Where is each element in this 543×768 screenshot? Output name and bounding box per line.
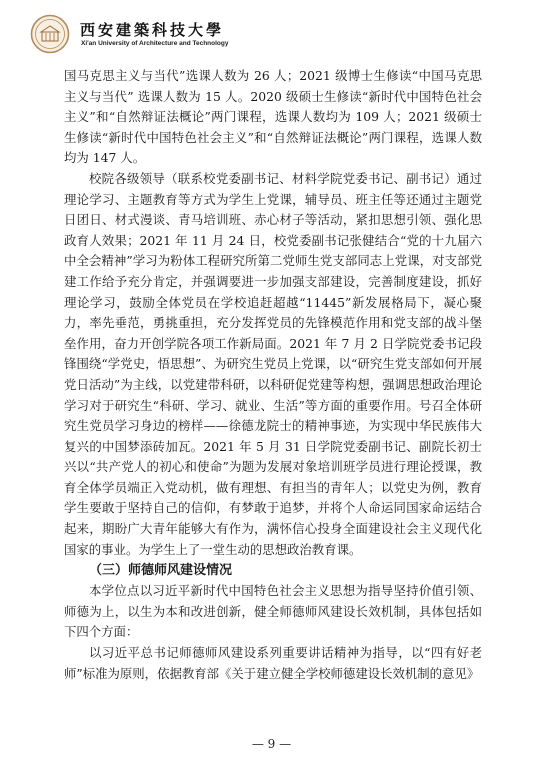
school-name-cn: 西安建築科技大學 <box>80 21 225 39</box>
paragraph-continued: 国马克思主义与当代”选课人数为 26 人；2021 级博士生修读“中国马克思主义与当代” 选课人数为 15 人。2020 级硕士生修读“新时代中国特色社会主义”和“自然辩证法概论”两门课程，选课人数均为 109 人；2021 级硕士生修读“新时代中国特色社会主义”和“自然辩证法概论”两门课程，选课人数均为 147 人。 <box>64 68 482 166</box>
document-body <box>64 66 482 684</box>
university-emblem-icon <box>30 14 70 54</box>
school-name-en: Xi'an University of Architecture and Technology <box>81 40 229 47</box>
page-number: — 9 — <box>251 737 292 751</box>
paragraph-ethics-intro: 本学位点以习近平新时代中国特色社会主义思想为指导坚持价值引领、师德为上，以生为本和改进创新，健全师德师风建设长效机制，具体包括如下四个方面： <box>64 583 482 640</box>
page-header <box>30 14 520 58</box>
paragraph-ethics-principles: 以习近平总书记师德师风建设系列重要讲话精神为指导，以“四有好老师”标准为原则，依据教育部《关于建立健全学校师德建设长效机制的意见》 <box>64 645 482 681</box>
section-heading: （三）师德师风建设情况 <box>89 563 233 579</box>
paragraph-party-lectures: 校院各级领导（联系校党委副书记、材料学院党委书记、副书记）通过理论学习、主题教育等方式为学生上党课，辅导员、班主任等还通过主题党日团日、材式漫谈、青马培训班、赤心材子等活动，紧扣思想引领、强化思政育人效果；2021 年 11 月 24 日，校党委副书记张健结合“党的十九届六中全会精神”学习为粉体工程研究所第二党师生党支部同志上党课，对支部党建工作给予充分肯定，并强调要进一步加强支部建设，完善制度建设，抓好理论学习，鼓励全体党员在学校追赶超越“11445”新发展格局下，凝心聚力，率先垂范，勇挑重担，充分发挥党员的先锋模范作用和党支部的战斗堡垒作用，奋力开创学院各项工作新局面。2021 年 7 月 2 日学院党委书记段锋围绕“学党史，悟思想”、为研究生党员上党课，以“研究生党支部如何开展党日活动”为主线，以党建带科研，以科研促党建等构想，强调思想政治理论学习对于研究生“科研、学习、就业、生活”等方面的重要作用。号召全体研究生党员学习身边的榜样——徐德龙院士的精神事迹，为实现中华民族伟大复兴的中国梦添砖加瓦。2021 年 5 月 31 日学院党委副书记、副院长初士兴以“共产党人的初心和使命”为题为发展对象培训班学员进行理论授课，教育全体学员端正入党动机，做有理想、有担当的青年人；以党史为例，教育学生要敢于坚持自己的信仰，有梦敢于追梦，并将个人命运同国家命运结合起来，期盼广大青年能够大有作为，满怀信心投身全面建设社会主义现代化国家的事业。为学生上了一堂生动的思想政治教育课。 <box>64 170 482 557</box>
